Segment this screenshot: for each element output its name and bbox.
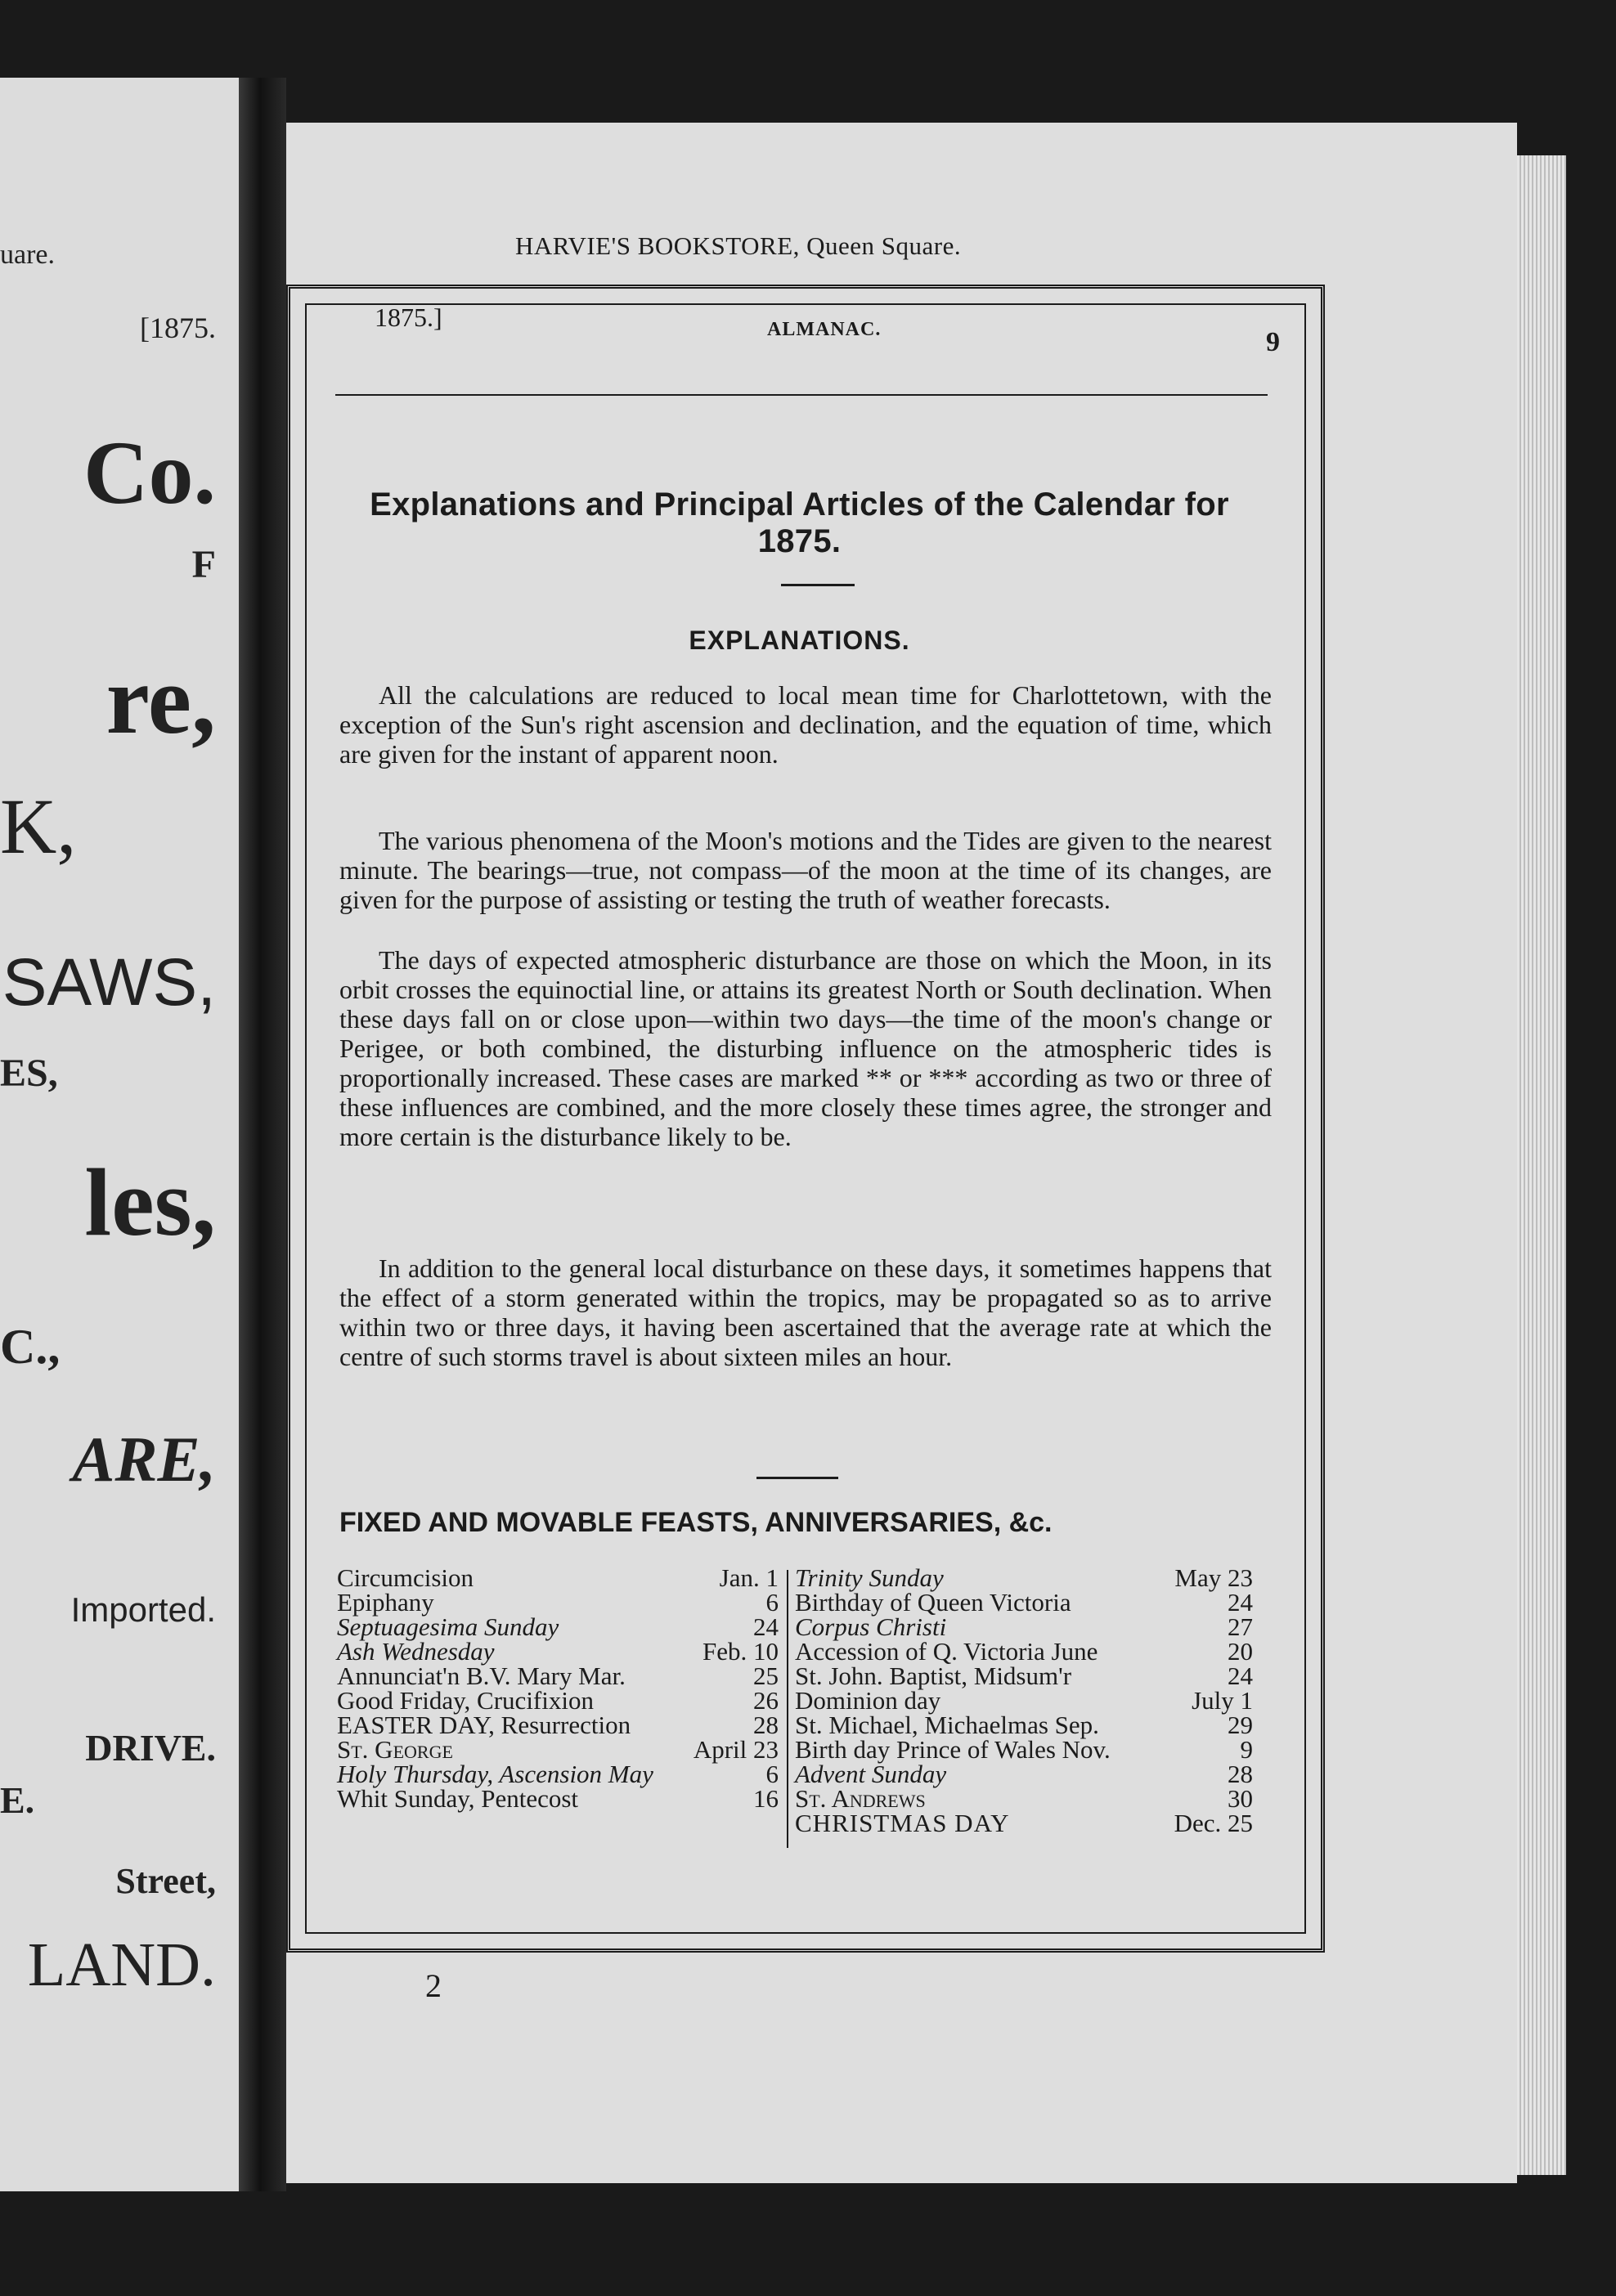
header-year: 1875.] bbox=[375, 303, 442, 332]
title-rule bbox=[781, 584, 855, 586]
page-title: Explanations and Principal Articles of the Calendar for 1875. bbox=[370, 487, 1229, 559]
feast-row: Epiphany 6 bbox=[337, 1588, 779, 1617]
left-page-line: [1875. bbox=[140, 312, 216, 344]
header-title: ALMANAC. bbox=[767, 319, 882, 340]
column-divider bbox=[787, 1570, 788, 1848]
left-facing-page bbox=[0, 78, 239, 2191]
paragraph: All the calculations are reduced to local mean time for Charlottetown, with the exception of the Sun's right ascension and declination, and the equation of time, which are given for the instant of apparent noon. bbox=[339, 680, 1272, 769]
left-page-line: uare. bbox=[0, 240, 56, 270]
left-page-line: les, bbox=[84, 1149, 216, 1256]
left-page-line: ES, bbox=[0, 1052, 58, 1095]
feast-row: Trinity Sunday May 23 bbox=[795, 1563, 1253, 1592]
feast-row: Septuagesima Sunday 24 bbox=[337, 1612, 779, 1641]
feast-row: Whit Sunday, Pentecost 16 bbox=[337, 1784, 779, 1813]
left-page-line: K, bbox=[0, 783, 77, 870]
section-rule bbox=[756, 1477, 838, 1479]
feast-row: Circumcision Jan. 1 bbox=[337, 1563, 779, 1592]
feast-row: St. John. Baptist, Midsum'r 24 bbox=[795, 1661, 1253, 1690]
feasts-left-column bbox=[337, 1563, 779, 1813]
book-gutter bbox=[239, 78, 286, 2191]
feasts-right-column bbox=[795, 1563, 1253, 1837]
paragraph: The various phenomena of the Moon's motions and the Tides are given to the nearest minute. The bearings—true, not compass—of the moon at the time of its changes, are given for the purpose of assisting or testing the truth of weather forecasts. bbox=[339, 826, 1272, 914]
paragraph: The days of expected atmospheric disturbance are those on which the Moon, in its orbit crosses the equinoctial line, or attains its greatest North or South declination. When these days fall on or close upon—within two days—the time of the moon's change or Perigee, or both combined, the disturbing influence on the atmospheric tides is proportionally increased. These cases are marked ** or *** according as two or three of these influences are combined, and the more closely these times agree, the stronger and more certain is the disturbance likely to be. bbox=[339, 945, 1272, 1151]
left-page-line: C., bbox=[0, 1320, 61, 1374]
left-page-line: re, bbox=[105, 645, 216, 754]
left-page-line: Imported. bbox=[70, 1590, 216, 1629]
section-heading: EXPLANATIONS. bbox=[689, 626, 910, 655]
left-page-line: E. bbox=[0, 1779, 35, 1821]
left-page-line: DRIVE. bbox=[85, 1727, 216, 1769]
feast-row: Accession of Q. Victoria June 20 bbox=[795, 1637, 1253, 1666]
feast-row: CHRISTMAS DAY Dec. 25 bbox=[795, 1809, 1253, 1837]
feast-row: Advent Sunday 28 bbox=[795, 1760, 1253, 1788]
feasts-heading: FIXED AND MOVABLE FEASTS, ANNIVERSARIES, &c. bbox=[339, 1507, 1053, 1538]
folio-number: 2 bbox=[425, 1967, 442, 2004]
left-page-line: Co. bbox=[83, 423, 216, 522]
page-edges bbox=[1517, 155, 1566, 2175]
feast-row: Dominion day July 1 bbox=[795, 1686, 1253, 1715]
feast-row: Birth day Prince of Wales Nov. 9 bbox=[795, 1735, 1253, 1764]
feast-row: St. Michael, Michaelmas Sep. 29 bbox=[795, 1711, 1253, 1739]
feast-row: Birthday of Queen Victoria 24 bbox=[795, 1588, 1253, 1617]
left-page-line: LAND. bbox=[27, 1931, 216, 1999]
feast-row: Corpus Christi 27 bbox=[795, 1612, 1253, 1641]
feast-row: Good Friday, Crucifixion 26 bbox=[337, 1686, 779, 1715]
header-page-number: 9 bbox=[1266, 327, 1280, 357]
left-page-line: ARE, bbox=[72, 1424, 216, 1495]
feast-row: Holy Thursday, Ascension May 6 bbox=[337, 1760, 779, 1788]
feast-row: St. George April 23 bbox=[337, 1735, 779, 1764]
paragraph: In addition to the general local disturbance on these days, it sometimes happens that the effect of a storm generated within the tropics, may be propagated so as to arrive within two or three days, it having been ascertained that the average rate at which the centre of such storms travel is about sixteen miles an hour. bbox=[339, 1253, 1272, 1371]
feast-row: EASTER DAY, Resurrection 28 bbox=[337, 1711, 779, 1739]
header-rule bbox=[335, 394, 1268, 396]
running-head: HARVIE'S BOOKSTORE, Queen Square. bbox=[515, 231, 962, 260]
left-page-line: Street, bbox=[115, 1861, 216, 1901]
feast-row: Ash Wednesday Feb. 10 bbox=[337, 1637, 779, 1666]
left-page-line: SAWS, bbox=[2, 945, 216, 1020]
feast-row: Annunciat'n B.V. Mary Mar. 25 bbox=[337, 1661, 779, 1690]
left-page-line: F bbox=[191, 543, 216, 586]
feast-row: St. Andrews 30 bbox=[795, 1784, 1253, 1813]
